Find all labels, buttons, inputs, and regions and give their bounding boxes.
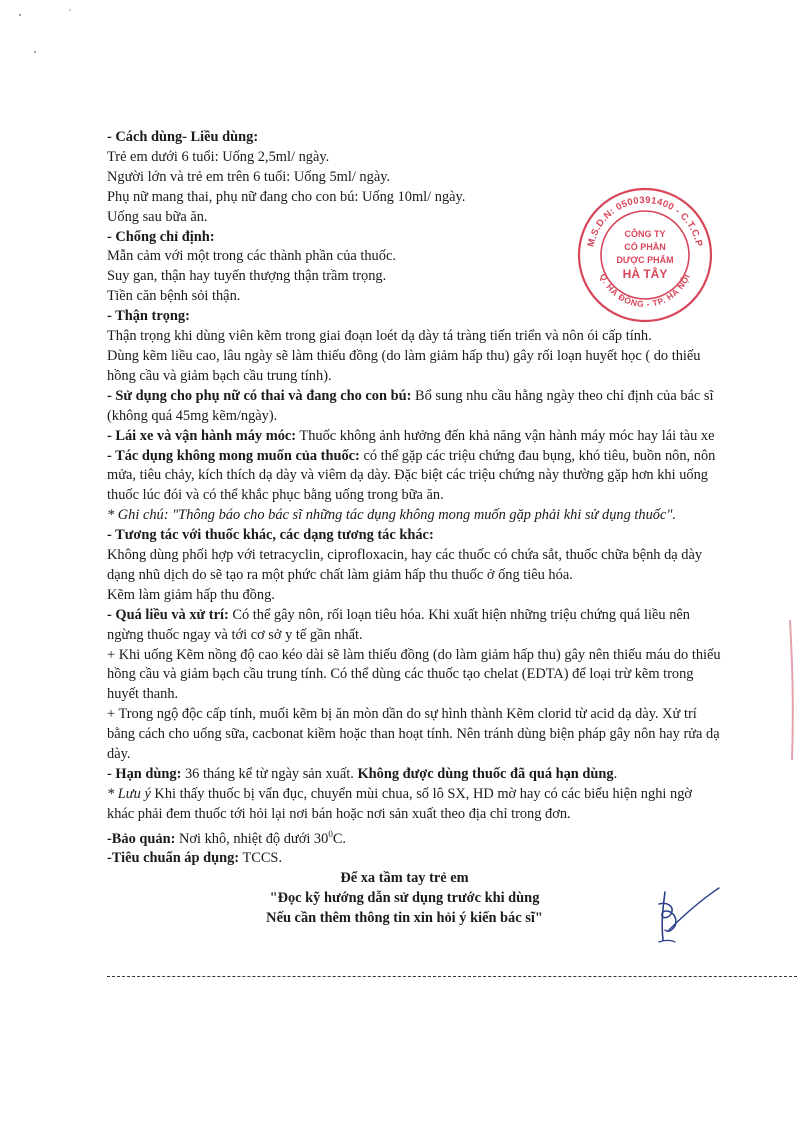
footer-line: Nếu cần thêm thông tin xin hỏi ý kiến bác sĩ" [266, 910, 543, 927]
driving-heading: - Lái xe và vận hành máy móc: [107, 427, 297, 444]
stamp-line: HÀ TÂY [622, 267, 668, 281]
storage-text: Nơi khô, nhiệt độ dưới 30 [175, 830, 329, 847]
driving-paragraph [107, 427, 722, 447]
expiry-paragraph [107, 765, 722, 785]
degree-superscript: 0 [328, 828, 333, 839]
expiry-note [107, 785, 722, 825]
dosage-line: Uống sau bữa ăn. [107, 208, 208, 225]
overdose-paragraph: + Trong ngộ độc cấp tính, muối kẽm bị ăn mòn dần do sự hình thành Kẽm clorid từ acid dạ dày. Xử trí bằng cách cho uống sữa, cacbonat kiềm hoặc than hoạt tính. Nên tránh dùng biện pháp gây nôn hay rửa dạ dày. [107, 706, 720, 763]
standard-text: TCCS. [239, 850, 283, 867]
interactions-paragraph: Không dùng phối hợp với tetracyclin, ciprofloxacin, hay các thuốc có chứa sắt, thuốc chữa bệnh dạ dày dạng nhũ dịch do sẽ tạo ra một phức chất làm giảm hấp thu thuốc ở ống tiêu hóa. [107, 547, 703, 583]
side-effects-heading: - Tác dụng không mong muốn của thuốc: [107, 447, 360, 464]
interactions-heading: - Tương tác với thuốc khác, các dạng tương tác khác: [107, 527, 434, 544]
contraindication-line: Suy gan, thận hay tuyến thượng thận trầm trọng. [107, 268, 387, 285]
side-effects-text: có thể gặp các triệu chứng đau bụng, khó tiêu, buồn nôn, nôn mửa, tiêu chảy, kích thích dạ dày và viêm dạ dày. Đặc biệt các triệu chứng này thường gặp hơn khi uống thuốc lúc đói và có thể khắc phục bằng uống trong bữa ăn. [107, 447, 716, 504]
expiry-warning: Không được dùng thuốc đã quá hạn dùng [357, 766, 614, 782]
dosage-line: Người lớn và trẻ em trên 6 tuổi: Uống 5ml/ ngày. [107, 168, 391, 185]
storage-heading: -Bảo quản: [107, 830, 176, 847]
note-text: Khi thấy thuốc bị vẩn đục, chuyển mùi chua, số lô SX, HD mờ hay có các biểu hiện nghi ngờ khác phải đem thuốc tới hỏi lại nơi bán hoặc nơi sản xuất theo địa chỉ trong đơn. [107, 785, 692, 822]
precaution-heading: - Thận trọng: [107, 308, 190, 325]
dosage-line: Phụ nữ mang thai, phụ nữ đang cho con bú: Uống 10ml/ ngày. [107, 188, 466, 205]
contraindication-line: Mẫn cảm với một trong các thành phần của thuốc. [107, 248, 396, 265]
footer-block [107, 869, 722, 929]
expiry-heading: - Hạn dùng: [107, 766, 182, 782]
expiry-period: . [613, 766, 618, 782]
overdose-heading: - Quá liều và xử trí: [107, 606, 229, 623]
side-effects-paragraph [107, 447, 722, 507]
storage-paragraph [107, 825, 722, 850]
interactions-paragraph: Kẽm làm giảm hấp thu đồng. [107, 586, 275, 603]
pregnancy-paragraph [107, 387, 722, 427]
pregnancy-text: Bổ sung nhu cầu hằng ngày theo chỉ định của bác sĩ (không quá 45mg kẽm/ngày). [107, 387, 714, 424]
overdose-paragraph [107, 606, 722, 646]
contraindication-line: Tiền căn bệnh sỏi thận. [107, 288, 241, 305]
stamp-line: CÔNG TY [624, 229, 666, 239]
contraindication-heading: - Chống chỉ định: [107, 228, 215, 245]
standard-heading: -Tiêu chuẩn áp dụng: [107, 850, 240, 867]
footer-line: "Đọc kỹ hướng dẫn sử dụng trước khi dùng [269, 890, 540, 907]
precaution-paragraph: Thận trọng khi dùng viên kẽm trong giai đoạn loét dạ dày tá tràng tiến triển và nôn ói cấp tính. [107, 328, 652, 345]
dosage-line: Trẻ em dưới 6 tuổi: Uống 2,5ml/ ngày. [107, 148, 330, 165]
stamp-line: DƯỢC PHẨM [616, 255, 674, 265]
note-lead: * Lưu ý [107, 785, 151, 802]
company-stamp [575, 185, 715, 325]
pregnancy-heading: - Sử dụng cho phụ nữ có thai và đang cho con bú: [107, 387, 412, 404]
stamp-line: CỔ PHẦN [624, 242, 666, 252]
standard-paragraph [107, 849, 722, 869]
expiry-text: 36 tháng kể từ ngày sản xuất. [181, 766, 358, 782]
dosage-heading: - Cách dùng- Liều dùng: [107, 129, 259, 145]
footer-line: Để xa tầm tay trẻ em [340, 870, 469, 887]
side-effects-note: * Ghi chú: "Thông báo cho bác sĩ những tác dụng không mong muốn gặp phải khi sử dụng thuốc". [107, 507, 676, 524]
stamp-code: M.S.D.N: 0500391400 - C.T.C.P [585, 194, 705, 248]
dashed-divider [107, 976, 797, 977]
signature-mark [645, 882, 725, 954]
storage-unit: C. [332, 830, 347, 847]
stamp-address: Q. HÀ ĐÔNG - TP. HÀ NỘI [597, 272, 693, 310]
overdose-text: Có thể gây nôn, rối loạn tiêu hóa. Khi xuất hiện những triệu chứng quá liều nên ngừng thuốc ngay và tới cơ sở y tế gần nhất. [107, 606, 690, 643]
driving-text: Thuốc không ảnh hưởng đến khả năng vận hành máy móc hay lái tàu xe [296, 427, 715, 444]
precaution-paragraph: Dùng kẽm liều cao, lâu ngày sẽ làm thiếu đồng (do làm giảm hấp thu) gây rối loạn huyết học ( do thiếu hồng cầu và giảm bạch cầu trung tính). [107, 347, 701, 384]
overdose-paragraph: + Khi uống Kẽm nồng độ cao kéo dài sẽ làm thiếu đồng (do làm giảm hấp thu) gây nên thiếu máu do thiếu hồng cầu và giảm bạch cầu trung tính. Có thể dùng các thuốc tạo chelat (EDTA) để loại trừ kẽm trong huyết thanh. [107, 646, 721, 703]
